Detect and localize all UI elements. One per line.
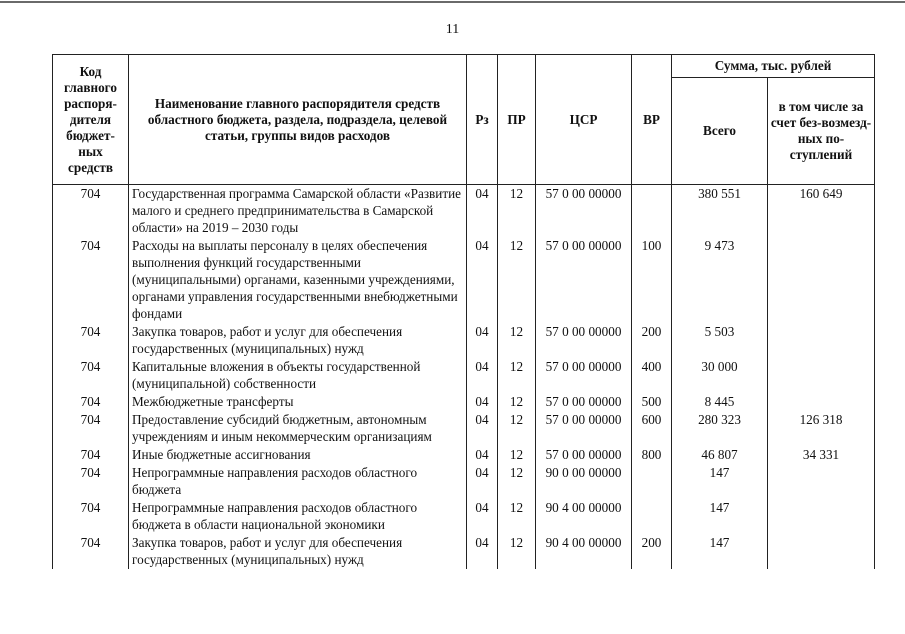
table-row (53, 534, 875, 569)
cell-total: 5 503 (672, 323, 768, 358)
cell-csr: 57 0 00 00000 (536, 411, 632, 446)
cell-vr: 200 (632, 323, 672, 358)
cell-rz: 04 (467, 534, 498, 569)
cell-name: Иные бюджетные ассигнования (129, 446, 467, 464)
top-border-line (0, 1, 905, 3)
cell-vr (632, 499, 672, 534)
cell-rz: 04 (467, 499, 498, 534)
cell-rz: 04 (467, 393, 498, 411)
cell-code: 704 (53, 237, 129, 323)
table-row (53, 499, 875, 534)
cell-rz: 04 (467, 323, 498, 358)
table-row (53, 185, 875, 238)
table-row (53, 237, 875, 323)
table-row (53, 464, 875, 499)
table-header (53, 55, 875, 185)
cell-total: 8 445 (672, 393, 768, 411)
cell-vr: 200 (632, 534, 672, 569)
table-row (53, 323, 875, 358)
cell-code: 704 (53, 534, 129, 569)
table-row (53, 358, 875, 393)
cell-csr: 57 0 00 00000 (536, 237, 632, 323)
cell-pr: 12 (498, 393, 536, 411)
table-row (53, 393, 875, 411)
cell-csr: 57 0 00 00000 (536, 358, 632, 393)
cell-total: 280 323 (672, 411, 768, 446)
cell-total: 9 473 (672, 237, 768, 323)
cell-including-gratuitous (768, 237, 875, 323)
cell-vr: 500 (632, 393, 672, 411)
cell-vr (632, 464, 672, 499)
cell-including-gratuitous (768, 499, 875, 534)
table-row (53, 411, 875, 446)
table-row (53, 446, 875, 464)
cell-name: Непрограммные направления расходов областного бюджета (129, 464, 467, 499)
cell-code: 704 (53, 393, 129, 411)
cell-vr (632, 185, 672, 238)
cell-including-gratuitous: 160 649 (768, 185, 875, 238)
cell-csr: 57 0 00 00000 (536, 185, 632, 238)
header-csr: ЦСР (536, 55, 632, 185)
cell-code: 704 (53, 411, 129, 446)
page-number: 11 (445, 22, 460, 37)
header-vr: ВР (632, 55, 672, 185)
cell-including-gratuitous (768, 393, 875, 411)
cell-name: Капитальные вложения в объекты государственной (муниципальной) собственности (129, 358, 467, 393)
cell-rz: 04 (467, 358, 498, 393)
cell-pr: 12 (498, 185, 536, 238)
cell-total: 147 (672, 464, 768, 499)
cell-code: 704 (53, 323, 129, 358)
header-name: Наименование главного распорядителя средств областного бюджета, раздела, подраздела, целевой статьи, группы видов расходов (129, 55, 467, 185)
cell-vr: 100 (632, 237, 672, 323)
cell-code: 704 (53, 499, 129, 534)
cell-including-gratuitous (768, 323, 875, 358)
cell-total: 147 (672, 534, 768, 569)
cell-name: Закупка товаров, работ и услуг для обеспечения государственных (муниципальных) нужд (129, 323, 467, 358)
cell-total: 46 807 (672, 446, 768, 464)
cell-pr: 12 (498, 499, 536, 534)
cell-name: Закупка товаров, работ и услуг для обеспечения государственных (муниципальных) нужд (129, 534, 467, 569)
cell-code: 704 (53, 358, 129, 393)
cell-code: 704 (53, 185, 129, 238)
cell-rz: 04 (467, 464, 498, 499)
cell-vr: 400 (632, 358, 672, 393)
cell-including-gratuitous: 34 331 (768, 446, 875, 464)
header-sum-group: Сумма, тыс. рублей (672, 55, 875, 78)
cell-csr: 90 0 00 00000 (536, 464, 632, 499)
cell-vr: 600 (632, 411, 672, 446)
cell-pr: 12 (498, 323, 536, 358)
cell-rz: 04 (467, 411, 498, 446)
cell-pr: 12 (498, 237, 536, 323)
header-pr: ПР (498, 55, 536, 185)
cell-name: Непрограммные направления расходов областного бюджета в области национальной экономики (129, 499, 467, 534)
header-total: Всего (672, 78, 768, 185)
cell-rz: 04 (467, 185, 498, 238)
header-code: Код главного распоря-дителя бюджет-ных средств (53, 55, 129, 185)
header-rz: Рз (467, 55, 498, 185)
cell-including-gratuitous (768, 534, 875, 569)
table-body (53, 185, 875, 570)
cell-vr: 800 (632, 446, 672, 464)
cell-including-gratuitous: 126 318 (768, 411, 875, 446)
cell-total: 147 (672, 499, 768, 534)
cell-code: 704 (53, 446, 129, 464)
cell-csr: 57 0 00 00000 (536, 323, 632, 358)
cell-rz: 04 (467, 237, 498, 323)
cell-csr: 57 0 00 00000 (536, 393, 632, 411)
cell-name: Предоставление субсидий бюджетным, автономным учреждениям и иным некоммерческим организациям (129, 411, 467, 446)
cell-csr: 90 4 00 00000 (536, 534, 632, 569)
cell-pr: 12 (498, 411, 536, 446)
cell-pr: 12 (498, 358, 536, 393)
cell-total: 30 000 (672, 358, 768, 393)
cell-pr: 12 (498, 534, 536, 569)
cell-name: Межбюджетные трансферты (129, 393, 467, 411)
cell-rz: 04 (467, 446, 498, 464)
cell-code: 704 (53, 464, 129, 499)
cell-including-gratuitous (768, 464, 875, 499)
cell-csr: 90 4 00 00000 (536, 499, 632, 534)
cell-total: 380 551 (672, 185, 768, 238)
cell-name: Расходы на выплаты персоналу в целях обеспечения выполнения функций государственными (муниципальными) органами, казенными учреждениями, органами управления государственными внебюджетными фондами (129, 237, 467, 323)
cell-name: Государственная программа Самарской области «Развитие малого и среднего предпринимательства в Самарской области» на 2019 – 2030 годы (129, 185, 467, 238)
budget-table (52, 54, 875, 569)
cell-including-gratuitous (768, 358, 875, 393)
header-including-gratuitous: в том числе за счет без-возмезд-ных по-ступлений (768, 78, 875, 185)
cell-pr: 12 (498, 464, 536, 499)
cell-csr: 57 0 00 00000 (536, 446, 632, 464)
cell-pr: 12 (498, 446, 536, 464)
